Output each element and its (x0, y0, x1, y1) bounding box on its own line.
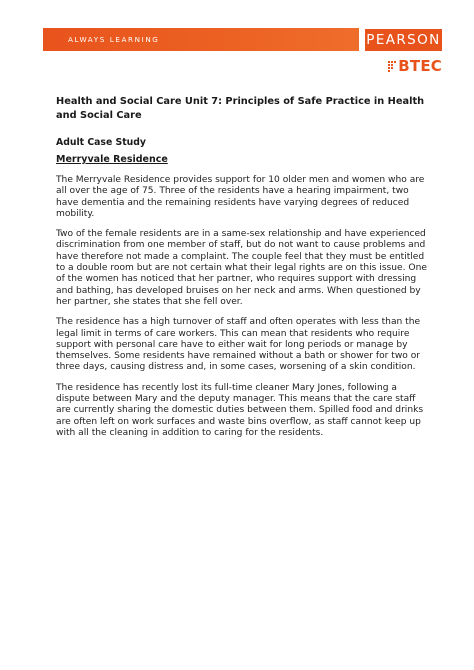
paragraph-2: Two of the female residents are in a same-sex relationship and have experienced discrimination from one member of staff, but do not want to cause problems and have therefore not made a complaint. The couple feel that they must be entitled to a double room but are not certain what their legal rights are on this issue. One of the women has noticed that her partner, who requires support with dressing and bathing, has developed bruises on her neck and arms. When questioned by her partner, she states that she fell over. (56, 229, 427, 307)
btec-mark-icon (388, 61, 397, 72)
document-title: Health and Social Care Unit 7: Principles of Safe Practice in Health and Social Care (56, 96, 425, 121)
btec-wordmark: BTEC (398, 57, 442, 75)
pearson-logo: PEARSON (365, 29, 442, 51)
case-study-title: Merryvale Residence (56, 154, 168, 165)
btec-logo (365, 55, 442, 77)
header-banner (43, 28, 359, 51)
paragraph-3: The residence has a high turnover of staff and often operates with less than the legal limit in terms of care workers. This can mean that residents who require support with personal care have to either wait for long periods or manage by themselves. Some residents have remained without a bath or shower for two or three days, causing distress and, in some cases, worsening of a skin condition. (56, 317, 421, 373)
paragraph-1: The Merryvale Residence provides support for 10 older men and women who are all over the age of 75. Three of the residents have a hearing impairment, two have dementia and the remaining residents have varying degrees of reduced mobility. (56, 175, 425, 219)
brand-logos (365, 27, 442, 79)
document-body (56, 95, 428, 439)
paragraph-4: The residence has recently lost its full-time cleaner Mary Jones, following a dispute between Mary and the deputy manager. This means that the care staff are currently sharing the domestic duties between them. Spilled food and drinks are often left on work surfaces and waste bins overflow, as staff cannot keep up with all the cleaning in addition to caring for the residents. (56, 382, 424, 438)
section-heading: Adult Case Study (56, 137, 146, 148)
tagline: ALWAYS LEARNING (68, 35, 160, 44)
